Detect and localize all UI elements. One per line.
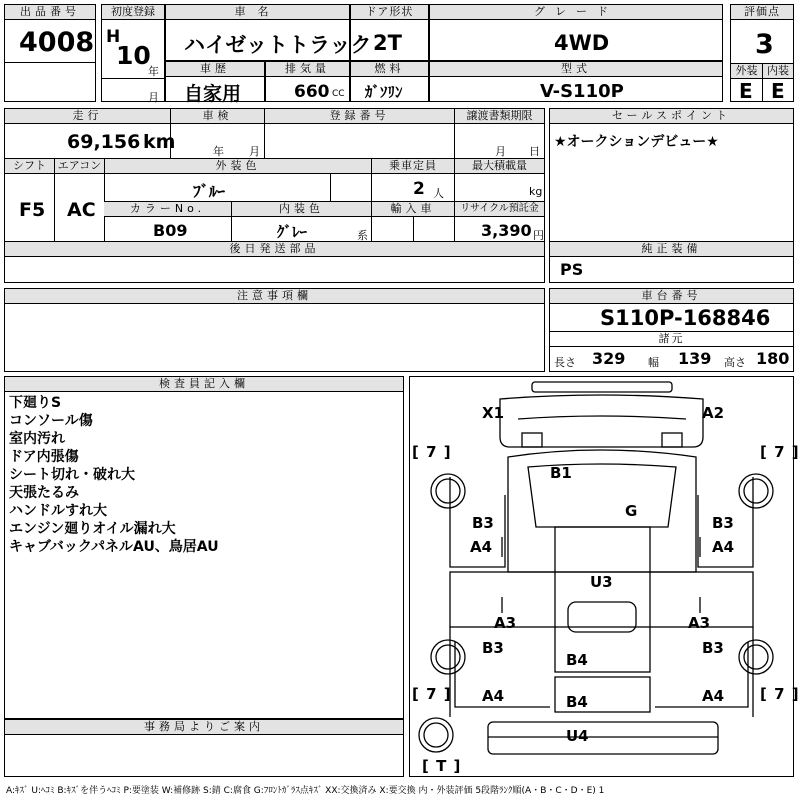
- kei-label: 系: [357, 229, 368, 242]
- first-reg-box: [101, 4, 165, 102]
- tire-rear-left-tread: [ 7 ]: [412, 685, 452, 703]
- ext-color: ﾌﾞﾙｰ: [193, 182, 226, 201]
- insp-tsuki: 月: [249, 145, 260, 158]
- mark-u4: U4: [566, 727, 589, 745]
- cc-label: CC: [332, 89, 345, 99]
- caution-label: 注意事項欄: [5, 289, 544, 304]
- sales-point-label: セールスポイント: [550, 109, 793, 124]
- office-box: [4, 719, 404, 777]
- mark-b3-right-rear: B3: [702, 639, 724, 657]
- int-color-label: 内装色: [231, 202, 371, 217]
- grade-box: [429, 4, 723, 61]
- office-label: 事務局よりご案内: [5, 720, 403, 735]
- color-label: 外装色: [104, 159, 371, 174]
- score-label: 評価点: [731, 5, 793, 20]
- lot-box: [4, 4, 96, 102]
- exterior-grade: E: [739, 79, 753, 103]
- import-label: 輸入車: [371, 202, 454, 217]
- sales-point-box: [549, 108, 794, 242]
- ac: AC: [67, 199, 96, 221]
- note-line: 天張たるみ: [9, 485, 79, 501]
- chassis-label: 車台番号: [550, 289, 793, 304]
- color-no: B09: [153, 221, 188, 240]
- fuel: ｶﾞｿﾘﾝ: [365, 83, 403, 101]
- model-label: 型式: [430, 62, 722, 77]
- color-no-label: カラーNo.: [104, 202, 231, 217]
- mark-a3-right: A3: [688, 614, 711, 632]
- history-label: 車歴: [166, 62, 264, 77]
- mark-a3-left: A3: [494, 614, 517, 632]
- tsuki-label: 月: [148, 91, 159, 104]
- lot-label: 出品番号: [5, 5, 95, 20]
- yen-unit: 円: [533, 229, 544, 242]
- later-parts-label: 後日発送部品: [5, 242, 544, 257]
- year: 10: [116, 41, 151, 70]
- reg-no-label: 登録番号: [264, 109, 454, 124]
- note-line: シート切れ・破れ大: [9, 467, 135, 483]
- shift: F5: [19, 199, 46, 221]
- mark-u3: U3: [590, 573, 613, 591]
- damage-legend: A:ｷｽﾞ U:ﾍｺﾐ B:ｷｽﾞを伴うﾍｺﾐ P:要塗装 W:補修跡 S:錆 C:腐食 G:ﾌﾛﾝﾄｶﾞﾗｽ点ｷｽﾞ XX:交換済み X:要交換 内・外装評価 5段階ﾗﾝｸ順(A・B・C・D・E) 1: [6, 786, 605, 796]
- damage-diagram: [409, 376, 800, 777]
- chassis-box: [549, 288, 794, 372]
- exterior-label: 外装: [731, 64, 762, 79]
- mark-a4-left-rear: A4: [482, 687, 505, 705]
- mark-b1: B1: [550, 464, 572, 482]
- fuel-box: [350, 61, 429, 102]
- displacement: 660: [294, 82, 330, 102]
- interior-label: 内装: [762, 64, 793, 79]
- dims-label: 諸元: [550, 332, 793, 346]
- door-type: 2T: [373, 31, 402, 55]
- mark-x1: X1: [482, 404, 505, 422]
- ac-label: エアコン: [54, 159, 104, 174]
- mark-b3-left-front: B3: [472, 514, 494, 532]
- load-label: 最大積載量: [454, 159, 544, 174]
- car-name: ハイゼットトラック: [184, 33, 372, 57]
- mark-a4-left-front: A4: [470, 538, 493, 556]
- mark-b4-gate: B4: [566, 693, 588, 711]
- lot-number: 4008: [19, 27, 95, 58]
- mark-b3-right-front: B3: [712, 514, 734, 532]
- mark-a4-right-front: A4: [712, 538, 735, 556]
- inspection-label: 車検: [170, 109, 264, 124]
- km-unit: km: [143, 131, 176, 153]
- mark-b4-bed: B4: [566, 651, 588, 669]
- int-color: ｸﾞﾚｰ: [277, 223, 308, 241]
- mark-a4-right-rear: A4: [702, 687, 725, 705]
- score-box: [730, 4, 794, 102]
- inspector-label: 検査員記入欄: [5, 377, 403, 392]
- first-reg-label: 初度登録: [102, 5, 164, 20]
- later-parts-box: [4, 241, 545, 283]
- recycle-fee: 3,390: [481, 221, 532, 240]
- height-label: 高さ: [724, 356, 746, 369]
- inspector-box: [4, 376, 404, 719]
- grade: 4WD: [554, 31, 610, 55]
- nin-unit: 人: [433, 187, 444, 200]
- interior-grade: E: [771, 79, 785, 103]
- note-line: コンソール傷: [9, 413, 93, 429]
- tire-front-right-tread: [ 7 ]: [760, 443, 800, 461]
- insp-nen: 年: [213, 145, 224, 158]
- mileage-label: 走行: [5, 109, 170, 124]
- grade-label: グレード: [430, 5, 722, 20]
- door-box: [350, 4, 429, 61]
- height: 180: [756, 349, 790, 368]
- history: 自家用: [184, 83, 242, 105]
- note-line: ドア内張傷: [9, 449, 79, 465]
- displacement-label: 排気量: [266, 62, 349, 77]
- length: 329: [592, 349, 626, 368]
- history-box: [165, 61, 265, 105]
- recycle-label: リサイクル預託金: [454, 202, 544, 217]
- width: 139: [678, 349, 712, 368]
- score: 3: [755, 29, 774, 60]
- tire-rear-right-tread: [ 7 ]: [760, 685, 800, 703]
- nen-label: 年: [148, 65, 159, 78]
- mileage: 69,156: [67, 131, 141, 153]
- car-name-box: [165, 4, 372, 61]
- mark-g: G: [625, 502, 638, 520]
- model: V-S110P: [540, 81, 624, 102]
- era: H: [106, 27, 121, 47]
- tire-front-left-tread: [ 7 ]: [412, 443, 452, 461]
- note-line: 室内汚れ: [9, 431, 65, 447]
- transfer-label: 譲渡書類期限: [454, 109, 544, 124]
- tire-spare-tread: [ T ]: [422, 757, 462, 775]
- equipment-label: 純正装備: [550, 242, 793, 257]
- car-name-label: 車名: [166, 5, 349, 20]
- mark-b3-left-rear: B3: [482, 639, 504, 657]
- width-label: 幅: [648, 356, 659, 369]
- mark-a2: A2: [702, 404, 725, 422]
- spec-table: [4, 108, 545, 242]
- door-label: ドア形状: [351, 5, 428, 20]
- equipment: PS: [560, 260, 584, 279]
- chassis-number: S110P-168846: [600, 306, 771, 330]
- displacement-box: [265, 61, 350, 102]
- fuel-label: 燃料: [351, 62, 428, 77]
- tr-nichi: 日: [529, 145, 540, 158]
- inspector-notes: [9, 394, 219, 556]
- length-label: 長さ: [554, 356, 576, 369]
- note-line: キャブバックパネルAU、鳥居AU: [9, 539, 219, 555]
- sales-point: ★オークションデビュー★: [554, 134, 719, 150]
- note-line: エンジン廻りオイル漏れ大: [9, 521, 176, 537]
- note-line: 下廻りS: [9, 395, 62, 411]
- tr-tsuki: 月: [495, 145, 506, 158]
- capacity: 2: [413, 179, 425, 199]
- caution-box: [4, 288, 545, 372]
- note-line: ハンドルすれ大: [9, 503, 107, 519]
- shift-label: シフト: [5, 159, 54, 174]
- model-box: [429, 61, 723, 102]
- kg-unit: kg: [529, 185, 543, 198]
- capacity-label: 乗車定員: [371, 159, 454, 174]
- equipment-box: [549, 241, 794, 283]
